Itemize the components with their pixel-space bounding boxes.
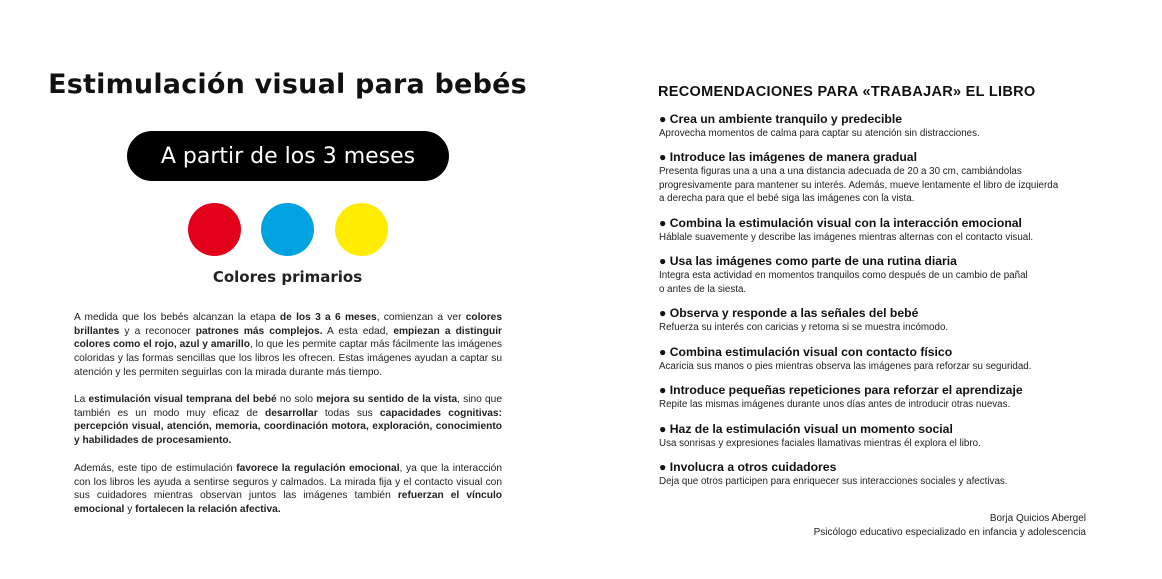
paragraph-2 — [74, 393, 502, 448]
recommendation-item — [659, 306, 1089, 335]
left-page — [0, 0, 575, 579]
bold-text-run: mejora su sentido de la vista — [316, 394, 458, 405]
recommendation-text: Usa sonrisas y expresiones faciales llamativas mientras él explora el libro. — [659, 438, 981, 449]
recommendation-text: Repite las mismas imágenes durante unos días antes de introducir otras nuevas. — [659, 399, 1011, 410]
recommendation-text: Refuerza su interés con caricias y retoma si se muestra incómodo. — [659, 322, 949, 333]
red-color-circle — [188, 203, 241, 256]
recommendation-text: Deja que otros participen para enriquecer sus interacciones sociales y afectivas. — [659, 476, 1008, 487]
recommendation-item — [659, 254, 1089, 296]
author-name: Borja Quicios Abergel — [989, 513, 1086, 524]
page-title: Estimulación visual para bebés — [48, 69, 527, 100]
recommendation-title: ● Introduce pequeñas repeticiones para reforzar el aprendizaje — [659, 383, 1023, 397]
age-badge: A partir de los 3 meses — [127, 131, 449, 181]
recommendation-item — [659, 422, 1089, 451]
bold-text-run: refuerzan el vínculo emocional — [74, 490, 502, 516]
recommendation-text: a derecha para que el bebé siga las imágenes con la vista. — [659, 193, 915, 204]
text-run: Además, este tipo de estimulación — [74, 463, 237, 474]
yellow-color-circle — [335, 203, 388, 256]
text-run: , sino que también es un modo muy eficaz de — [74, 394, 502, 419]
recommendation-title: ● Observa y responde a las señales del bebé — [659, 306, 919, 320]
bold-text-run: estimulación visual temprana del bebé — [88, 394, 277, 405]
text-run: La — [74, 394, 89, 405]
recommendation-text: Aprovecha momentos de calma para captar su atención sin distracciones. — [659, 128, 980, 139]
recommendation-item — [659, 345, 1089, 374]
text-run: no solo — [276, 394, 317, 405]
bold-text-run: empiezan a distinguir colores como el rojo, azul y amarillo — [74, 325, 502, 351]
recommendation-text: Integra esta actividad en momentos tranquilos como después de un cambio de pañal — [659, 270, 1028, 281]
right-page — [575, 0, 1162, 579]
bold-text-run: de los 3 a 6 meses — [279, 312, 377, 323]
recommendations-title: RECOMENDACIONES PARA «TRABAJAR» EL LIBRO — [658, 84, 1036, 100]
text-run: A medida que los bebés alcanzan la etapa — [74, 312, 280, 323]
bold-text-run: fortalecen la relación afectiva. — [135, 504, 281, 516]
recommendation-title: ● Crea un ambiente tranquilo y predecible — [659, 112, 903, 126]
recommendation-title: ● Haz de la estimulación visual un momento social — [659, 422, 953, 436]
recommendation-title: ● Usa las imágenes como parte de una rutina diaria — [659, 254, 957, 268]
author-role: Psicólogo educativo especializado en infancia y adolescencia — [813, 527, 1086, 538]
recommendation-title: ● Involucra a otros cuidadores — [659, 460, 837, 474]
bold-text-run: favorece la regulación emocional — [236, 463, 400, 474]
recommendation-text: Presenta figuras una a una a una distancia adecuada de 20 a 30 cm, cambiándolas — [659, 166, 1022, 177]
recommendation-item — [659, 112, 1089, 141]
recommendation-text: o antes de la siesta. — [659, 283, 747, 295]
recommendation-title: ● Combina estimulación visual con contacto físico — [659, 345, 953, 359]
recommendation-text: Acaricia sus manos o pies mientras observa las imágenes para reforzar su seguridad. — [659, 361, 1032, 372]
text-run: , comienzan a ver — [376, 312, 466, 323]
recommendation-item — [659, 216, 1089, 245]
paragraph-1 — [74, 311, 502, 380]
author-signature — [814, 512, 1086, 540]
recommendation-item — [659, 460, 1089, 489]
recommendation-title: ● Introduce las imágenes de manera gradual — [659, 150, 917, 164]
text-run: , lo que les permite captar más fácilmente las imágenes coloridas y las formas sencillas que los libros les ofrecen. Estas imágenes ayudan a captar su atención y les permiten seguirlas con la mirada durante más tiempo. — [74, 339, 502, 378]
text-run: y — [124, 504, 136, 516]
bold-text-run: desarrollar — [265, 407, 318, 419]
text-run: todas sus — [317, 407, 380, 419]
colors-label: Colores primarios — [212, 268, 363, 286]
text-run: , ya que la interacción con los libros les ayuda a sentirse seguros y calmados. La mirada fija y el contacto visual con sus cuidadores mientras observan juntos las imágenes también — [74, 463, 503, 502]
text-run: A esta edad, — [322, 325, 394, 337]
bold-text-run: capacidades cognitivas: percepción visual, atención, memoria, coordinación motora, exploración, conocimiento y habilidades de procesamiento. — [74, 407, 502, 447]
recommendation-text: progresivamente para mantener su interés. Además, mueve lentamente el libro de izquierda — [659, 179, 1059, 191]
bold-text-run: colores brillantes — [74, 312, 502, 337]
bold-text-run: patrones más complejos. — [195, 325, 323, 337]
recommendation-item — [659, 150, 1089, 206]
recommendation-title: ● Combina la estimulación visual con la interacción emocional — [659, 216, 1022, 230]
recommendation-item — [659, 383, 1089, 412]
recommendation-text: Háblale suavemente y describe las imágenes mientras alternas con el contacto visual. — [659, 232, 1034, 243]
paragraph-3 — [74, 462, 502, 517]
text-run: y a reconocer — [119, 325, 196, 337]
blue-color-circle — [261, 203, 314, 256]
